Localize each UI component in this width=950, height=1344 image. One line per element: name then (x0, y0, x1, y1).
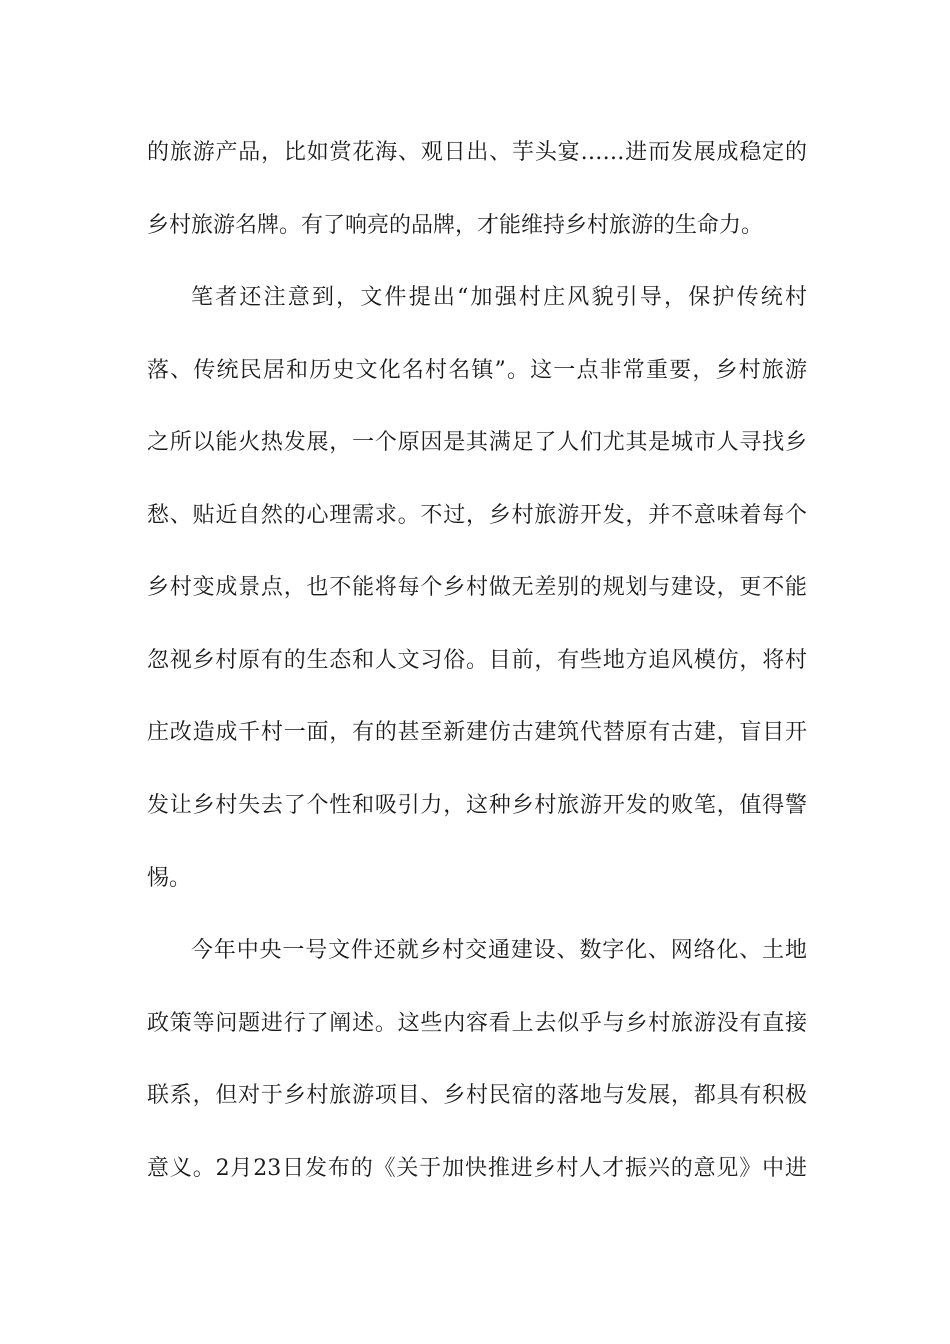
text-line: 乡村变成景点，也不能将每个乡村做无差别的规划与建设，更不能 (147, 575, 807, 600)
text-line: 惕。 (147, 866, 192, 891)
text-line: 联系，但对于乡村旅游项目、乡村民宿的落地与发展，都具有积极 (147, 1083, 807, 1108)
text-line: 发让乡村失去了个性和吸引力，这种乡村旅游开发的败笔，值得警 (147, 793, 807, 818)
text-line: 政策等问题进行了阐述。这些内容看上去似乎与乡村旅游没有直接 (147, 1011, 807, 1036)
paragraph-start-line: 笔者还注意到，文件提出“加强村庄风貌引导，保护传统村 (191, 285, 807, 310)
text-line: 愁、贴近自然的心理需求。不过，乡村旅游开发，并不意味着每个 (147, 503, 807, 528)
text-line: 落、传统民居和历史文化名村名镇”。这一点非常重要，乡村旅游 (147, 358, 807, 383)
text-line: 忽视乡村原有的生态和人文习俗。目前，有些地方追风模仿，将村 (147, 648, 807, 673)
text-line: 之所以能火热发展，一个原因是其满足了人们尤其是城市人寻找乡 (147, 430, 807, 455)
text-line: 的旅游产品，比如赏花海、观日出、芋头宴……进而发展成稳定的 (147, 140, 807, 165)
text-line: 意义。2月23日发布的《关于加快推进乡村人才振兴的意见》中进 (147, 1156, 807, 1181)
text-line: 乡村旅游名牌。有了响亮的品牌，才能维持乡村旅游的生命力。 (147, 213, 764, 238)
text-line: 庄改造成千村一面，有的甚至新建仿古建筑代替原有古建，盲目开 (147, 720, 807, 745)
paragraph-start-line: 今年中央一号文件还就乡村交通建设、数字化、网络化、土地 (191, 938, 807, 963)
